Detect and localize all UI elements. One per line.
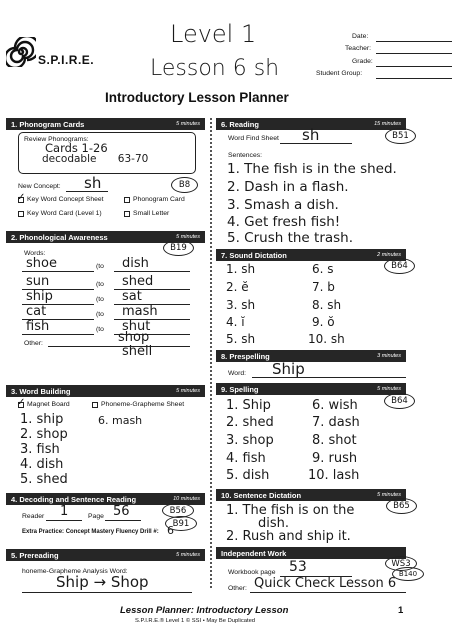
section-title: 8. Prespelling <box>221 351 270 361</box>
checkbox-label: Key Word Concept Sheet <box>27 196 104 203</box>
check-mark-icon: ✓ <box>17 397 26 408</box>
pa-to-word: dish <box>122 256 149 271</box>
page-value: 56 <box>113 504 130 519</box>
checkbox-label: Magnet Board <box>27 401 70 408</box>
logo-text: S.P.I.R.E. <box>38 53 95 67</box>
ref-circle-1: WS3 <box>385 556 417 571</box>
word-find-label: Word Find Sheet <box>228 135 279 142</box>
sd-10: 10. sh <box>308 332 345 346</box>
check-mark-icon: ✓ <box>17 192 26 203</box>
pa-to-label: (to <box>96 326 104 333</box>
sd-5: 5. sh <box>226 332 256 346</box>
wb-word-2: 2. shop <box>20 427 68 442</box>
section-duration: 5 minutes <box>176 121 200 127</box>
sp-5: 5. dish <box>226 468 270 483</box>
pa-to-label: (to <box>96 263 104 270</box>
section-title: 1. Phonogram Cards <box>11 119 85 129</box>
checkbox-label: Phoneme-Grapheme Sheet <box>101 401 185 408</box>
wb-word-6: 6. mash <box>98 414 143 427</box>
section-duration: 3 minutes <box>377 353 401 359</box>
pa-from-word: shoe <box>26 256 57 271</box>
new-concept-label: New Concept: <box>18 183 61 190</box>
section-duration: 10 minutes <box>173 496 200 502</box>
ref-circle: B8 <box>171 177 198 193</box>
checkbox-key-word-card[interactable] <box>18 211 24 217</box>
ref-circle-2: B91 <box>165 516 197 531</box>
wb-word-1: 1. ship <box>20 412 64 427</box>
wb-word-5: 5. shed <box>20 472 68 487</box>
prereading-header <box>6 549 205 561</box>
checkbox-phonogram-card[interactable] <box>124 197 130 203</box>
footer-title: Lesson Planner: Introductory Lesson <box>120 605 289 616</box>
sp-10: 10. lash <box>308 468 360 483</box>
analysis-word-value: Ship → Shop <box>56 573 149 591</box>
student-group-label: Student Group: <box>316 70 363 77</box>
sd-sentence-2: 2. Rush and ship it. <box>226 529 351 544</box>
section-duration: 15 minutes <box>374 121 401 127</box>
sentence-4: 4. Get fresh fish! <box>227 214 341 230</box>
ref-circle: B64 <box>384 393 415 409</box>
section-title: 2. Phonological Awareness <box>11 232 108 242</box>
pa-to-label: (to <box>96 281 104 288</box>
checkbox-label: Small Letter <box>133 210 170 217</box>
sp-3: 3. shop <box>226 433 274 448</box>
sp-4: 4. fish <box>226 451 266 466</box>
sp-2: 2. shed <box>226 415 274 430</box>
sound-dictation-header <box>216 249 406 261</box>
sd-3: 3. sh <box>226 298 256 312</box>
sd-6: 6. s <box>312 262 334 276</box>
footer-page: 1 <box>398 605 404 616</box>
independent-work-header <box>216 547 406 559</box>
wb-word-3: 3. fish <box>20 442 60 457</box>
sp-1: 1. Ship <box>226 398 271 413</box>
spiral-logo-icon <box>6 37 36 67</box>
section-title: 3. Word Building <box>11 386 71 396</box>
workbook-value: 53 <box>289 559 307 575</box>
section-title: 4. Decoding and Sentence Reading <box>11 494 137 504</box>
pa-to-word: mash <box>122 304 158 319</box>
sentence-dictation-header <box>216 489 406 501</box>
ind-other-value: Quick Check Lesson 6 <box>254 576 397 591</box>
wb-word-4: 4. dish <box>20 457 64 472</box>
analysis-word-label: honeme-Grapheme Analysis Word: <box>22 568 128 575</box>
sd-1: 1. sh <box>226 262 256 276</box>
checkbox-label: Key Word Card (Level 1) <box>27 210 102 217</box>
other-shell: shell <box>122 344 153 359</box>
phonogram-cards-header <box>6 118 205 130</box>
section-duration: 5 minutes <box>176 388 200 394</box>
section-duration: 5 minutes <box>176 552 200 558</box>
sd-sentence-1b: dish. <box>258 516 290 531</box>
ref-circle: B64 <box>384 258 415 274</box>
review-cards: Cards 1-26 <box>45 141 108 155</box>
word-building-header <box>6 385 205 397</box>
ref-circle: B51 <box>385 128 416 144</box>
teacher-label: Teacher: <box>345 45 372 52</box>
section-duration: 5 minutes <box>377 386 401 392</box>
sd-sentence-1a: 1. The fish is on the <box>226 503 355 518</box>
handwritten-lesson: Lesson 6 sh <box>150 56 280 81</box>
pa-from-word: ship <box>26 289 53 304</box>
pa-to-label: (to <box>96 311 104 318</box>
page-label: Page <box>88 513 104 520</box>
reader-value: 1 <box>60 504 69 519</box>
prespelling-word-label: Word: <box>228 370 247 377</box>
page-title: Introductory Lesson Planner <box>105 90 289 105</box>
prespelling-header <box>216 350 406 362</box>
words-label: Words: <box>24 250 46 257</box>
checkbox-small-letter[interactable] <box>124 211 130 217</box>
sentence-1: 1. The fish is in the shed. <box>227 161 397 177</box>
sd-2: 2. ĕ <box>226 280 249 294</box>
ref-circle-1: B56 <box>162 503 194 518</box>
sp-7: 7. dash <box>312 415 360 430</box>
pa-from-word: cat <box>26 304 47 319</box>
section-title: 6. Reading <box>221 119 259 129</box>
ind-other-label: Other: <box>228 585 247 592</box>
sentence-2: 2. Dash in a flash. <box>227 179 349 195</box>
section-title: 10. Sentence Dictation <box>221 490 302 500</box>
ref-circle: B65 <box>386 498 417 514</box>
pa-to-word: shut <box>122 319 151 334</box>
other-label: Other: <box>24 340 43 347</box>
handwritten-level: Level 1 <box>170 20 257 48</box>
section-title: 7. Sound Dictation <box>221 250 287 260</box>
pa-from-word: fish <box>26 319 50 334</box>
sd-4: 4. ĭ <box>226 315 245 329</box>
sp-8: 8. shot <box>312 433 357 448</box>
section-title: Independent Work <box>221 548 287 558</box>
sd-7: 7. b <box>312 280 335 294</box>
reader-label: Reader <box>22 513 45 520</box>
sp-6: 6. wish <box>312 398 358 413</box>
spelling-header <box>216 383 406 395</box>
review-label: Review Phonograms: <box>24 136 89 143</box>
other-shop: shop <box>118 330 150 345</box>
sentence-3: 3. Smash a dish. <box>227 197 339 213</box>
ref-circle: B19 <box>163 240 194 256</box>
footer-sub: S.P.I.R.E.® Level 1 © SSI • May Be Duplicated <box>135 618 256 624</box>
checkbox-phoneme-grapheme[interactable] <box>92 402 98 408</box>
pa-from-word: sun <box>26 274 50 289</box>
section-duration: 5 minutes <box>377 492 401 498</box>
pa-to-word: sat <box>122 289 142 304</box>
ref-circle-2: B140 <box>392 567 424 581</box>
sp-9: 9. rush <box>312 451 358 466</box>
section-title: 9. Spelling <box>221 384 259 394</box>
section-title: 5. Prereading <box>11 550 59 560</box>
sentences-label: Sentences: <box>228 152 263 159</box>
sd-9: 9. ŏ <box>312 315 335 329</box>
section-duration: 5 minutes <box>176 234 200 240</box>
sd-8: 8. sh <box>312 298 342 312</box>
workbook-label: Workbook page <box>228 569 276 576</box>
checkbox-label: Phonogram Card <box>133 196 185 203</box>
section-duration: 2 minutes <box>377 252 401 258</box>
word-find-value: sh <box>302 126 320 144</box>
sentence-5: 5. Crush the trash. <box>227 230 354 246</box>
extra-practice-value: 6 <box>167 524 174 537</box>
pa-to-word: shed <box>122 274 154 289</box>
date-label: Date: <box>352 33 369 40</box>
new-concept-value: sh <box>84 174 102 192</box>
review-decodable: decodable 63-70 <box>42 153 149 165</box>
extra-practice-label: Extra Practice: Concept Mastery Fluency Drill #: <box>22 529 159 535</box>
prespelling-word-value: Ship <box>272 360 305 378</box>
grade-label: Grade: <box>352 58 373 65</box>
pa-to-label: (to <box>96 296 104 303</box>
